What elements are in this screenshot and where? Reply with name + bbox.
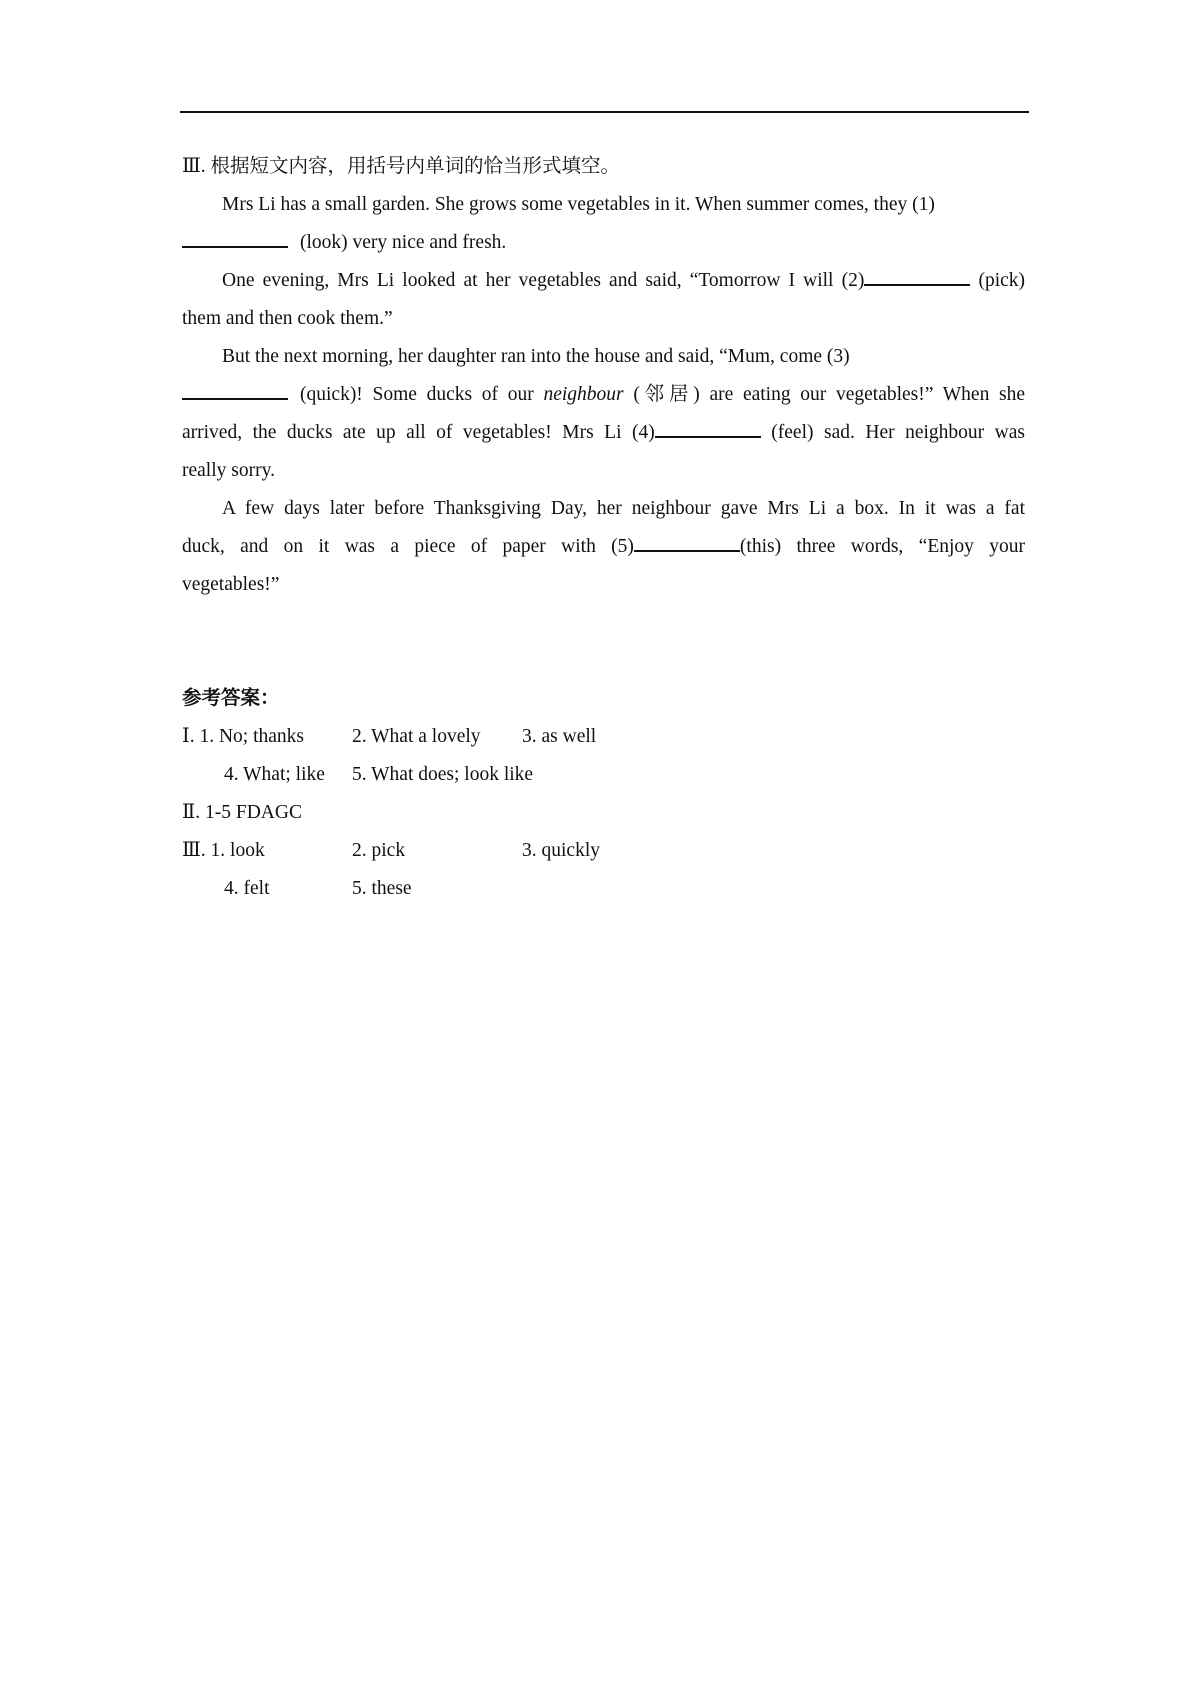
paragraph-4-text-a: duck, and on it was a piece of paper with (5) — [182, 536, 634, 557]
answer-item: 3. as well — [522, 726, 597, 747]
answer-item: 5. What does; look like — [352, 764, 534, 785]
answers-row-2 — [182, 756, 1025, 794]
document-body — [182, 148, 1025, 908]
blank-4[interactable] — [655, 416, 761, 438]
answers-row-3 — [182, 794, 1025, 832]
paragraph-3-text-d: (feel) sad. Her neighbour was — [771, 422, 1026, 443]
answer-item: 5. these — [352, 878, 412, 899]
blank-1[interactable] — [182, 226, 288, 248]
paragraph-3-line-4: really sorry. — [182, 460, 275, 481]
answer-item: Ⅱ. 1-5 FDAGC — [182, 802, 302, 823]
paragraph-3-text-a: (quick)! Some ducks of our — [300, 384, 534, 405]
paragraph-3-line-3 — [182, 414, 1025, 452]
paragraph-4-line-2 — [182, 528, 1025, 566]
answers-row-4 — [182, 832, 1025, 870]
blank-3[interactable] — [182, 378, 288, 400]
section-heading: Ⅲ. 根据短文内容，用括号内单词的恰当形式填空。 — [182, 156, 621, 177]
paragraph-1-text: (look) very nice and fresh. — [300, 232, 507, 253]
paragraph-3-line-2 — [182, 376, 1025, 414]
paragraph-4-line-1: A few days later before Thanksgiving Day, her neighbour gave Mrs Li a box. In it was a fat — [222, 498, 1025, 519]
answers-row-5 — [182, 870, 1025, 908]
answer-item: 4. What; like — [224, 764, 325, 785]
paragraph-1-line-1: Mrs Li has a small garden. She grows some vegetables in it. When summer comes, they (1) — [222, 194, 935, 215]
paragraph-2-text: One evening, Mrs Li looked at her vegetables and said, “Tomorrow I will (2) — [222, 270, 865, 291]
paragraph-3-text-b: (邻居) are eating our vegetables!” When she — [633, 384, 1026, 405]
paragraph-3-text-c: arrived, the ducks ate up all of vegetables! Mrs Li (4) — [182, 422, 655, 443]
paragraph-2-line-2: them and then cook them.” — [182, 308, 393, 329]
answer-item: 3. quickly — [522, 840, 600, 861]
answer-item: 2. What a lovely — [352, 726, 481, 747]
paragraph-4-text-b: (this) three words, “Enjoy your — [739, 536, 1026, 557]
blank-2[interactable] — [864, 264, 970, 286]
paragraph-2-hint: (pick) — [978, 270, 1026, 291]
answer-item: Ⅲ. 1. look — [182, 840, 265, 861]
answer-item: Ⅰ. 1. No; thanks — [182, 726, 304, 747]
paragraph-3-italic-word: neighbour — [543, 384, 624, 405]
blank-5[interactable] — [634, 530, 740, 552]
paragraph-4-line-3: vegetables!” — [182, 574, 280, 595]
answers-title: 参考答案： — [182, 688, 280, 709]
header-rule — [180, 111, 1029, 113]
paragraph-2-line-1 — [182, 262, 1025, 300]
answer-item: 2. pick — [352, 840, 406, 861]
answer-item: 4. felt — [224, 878, 270, 899]
paragraph-1-line-2 — [182, 224, 1025, 262]
paragraph-3-line-1: But the next morning, her daughter ran into the house and said, “Mum, come (3) — [222, 346, 850, 367]
answers-row-1 — [182, 718, 1025, 756]
